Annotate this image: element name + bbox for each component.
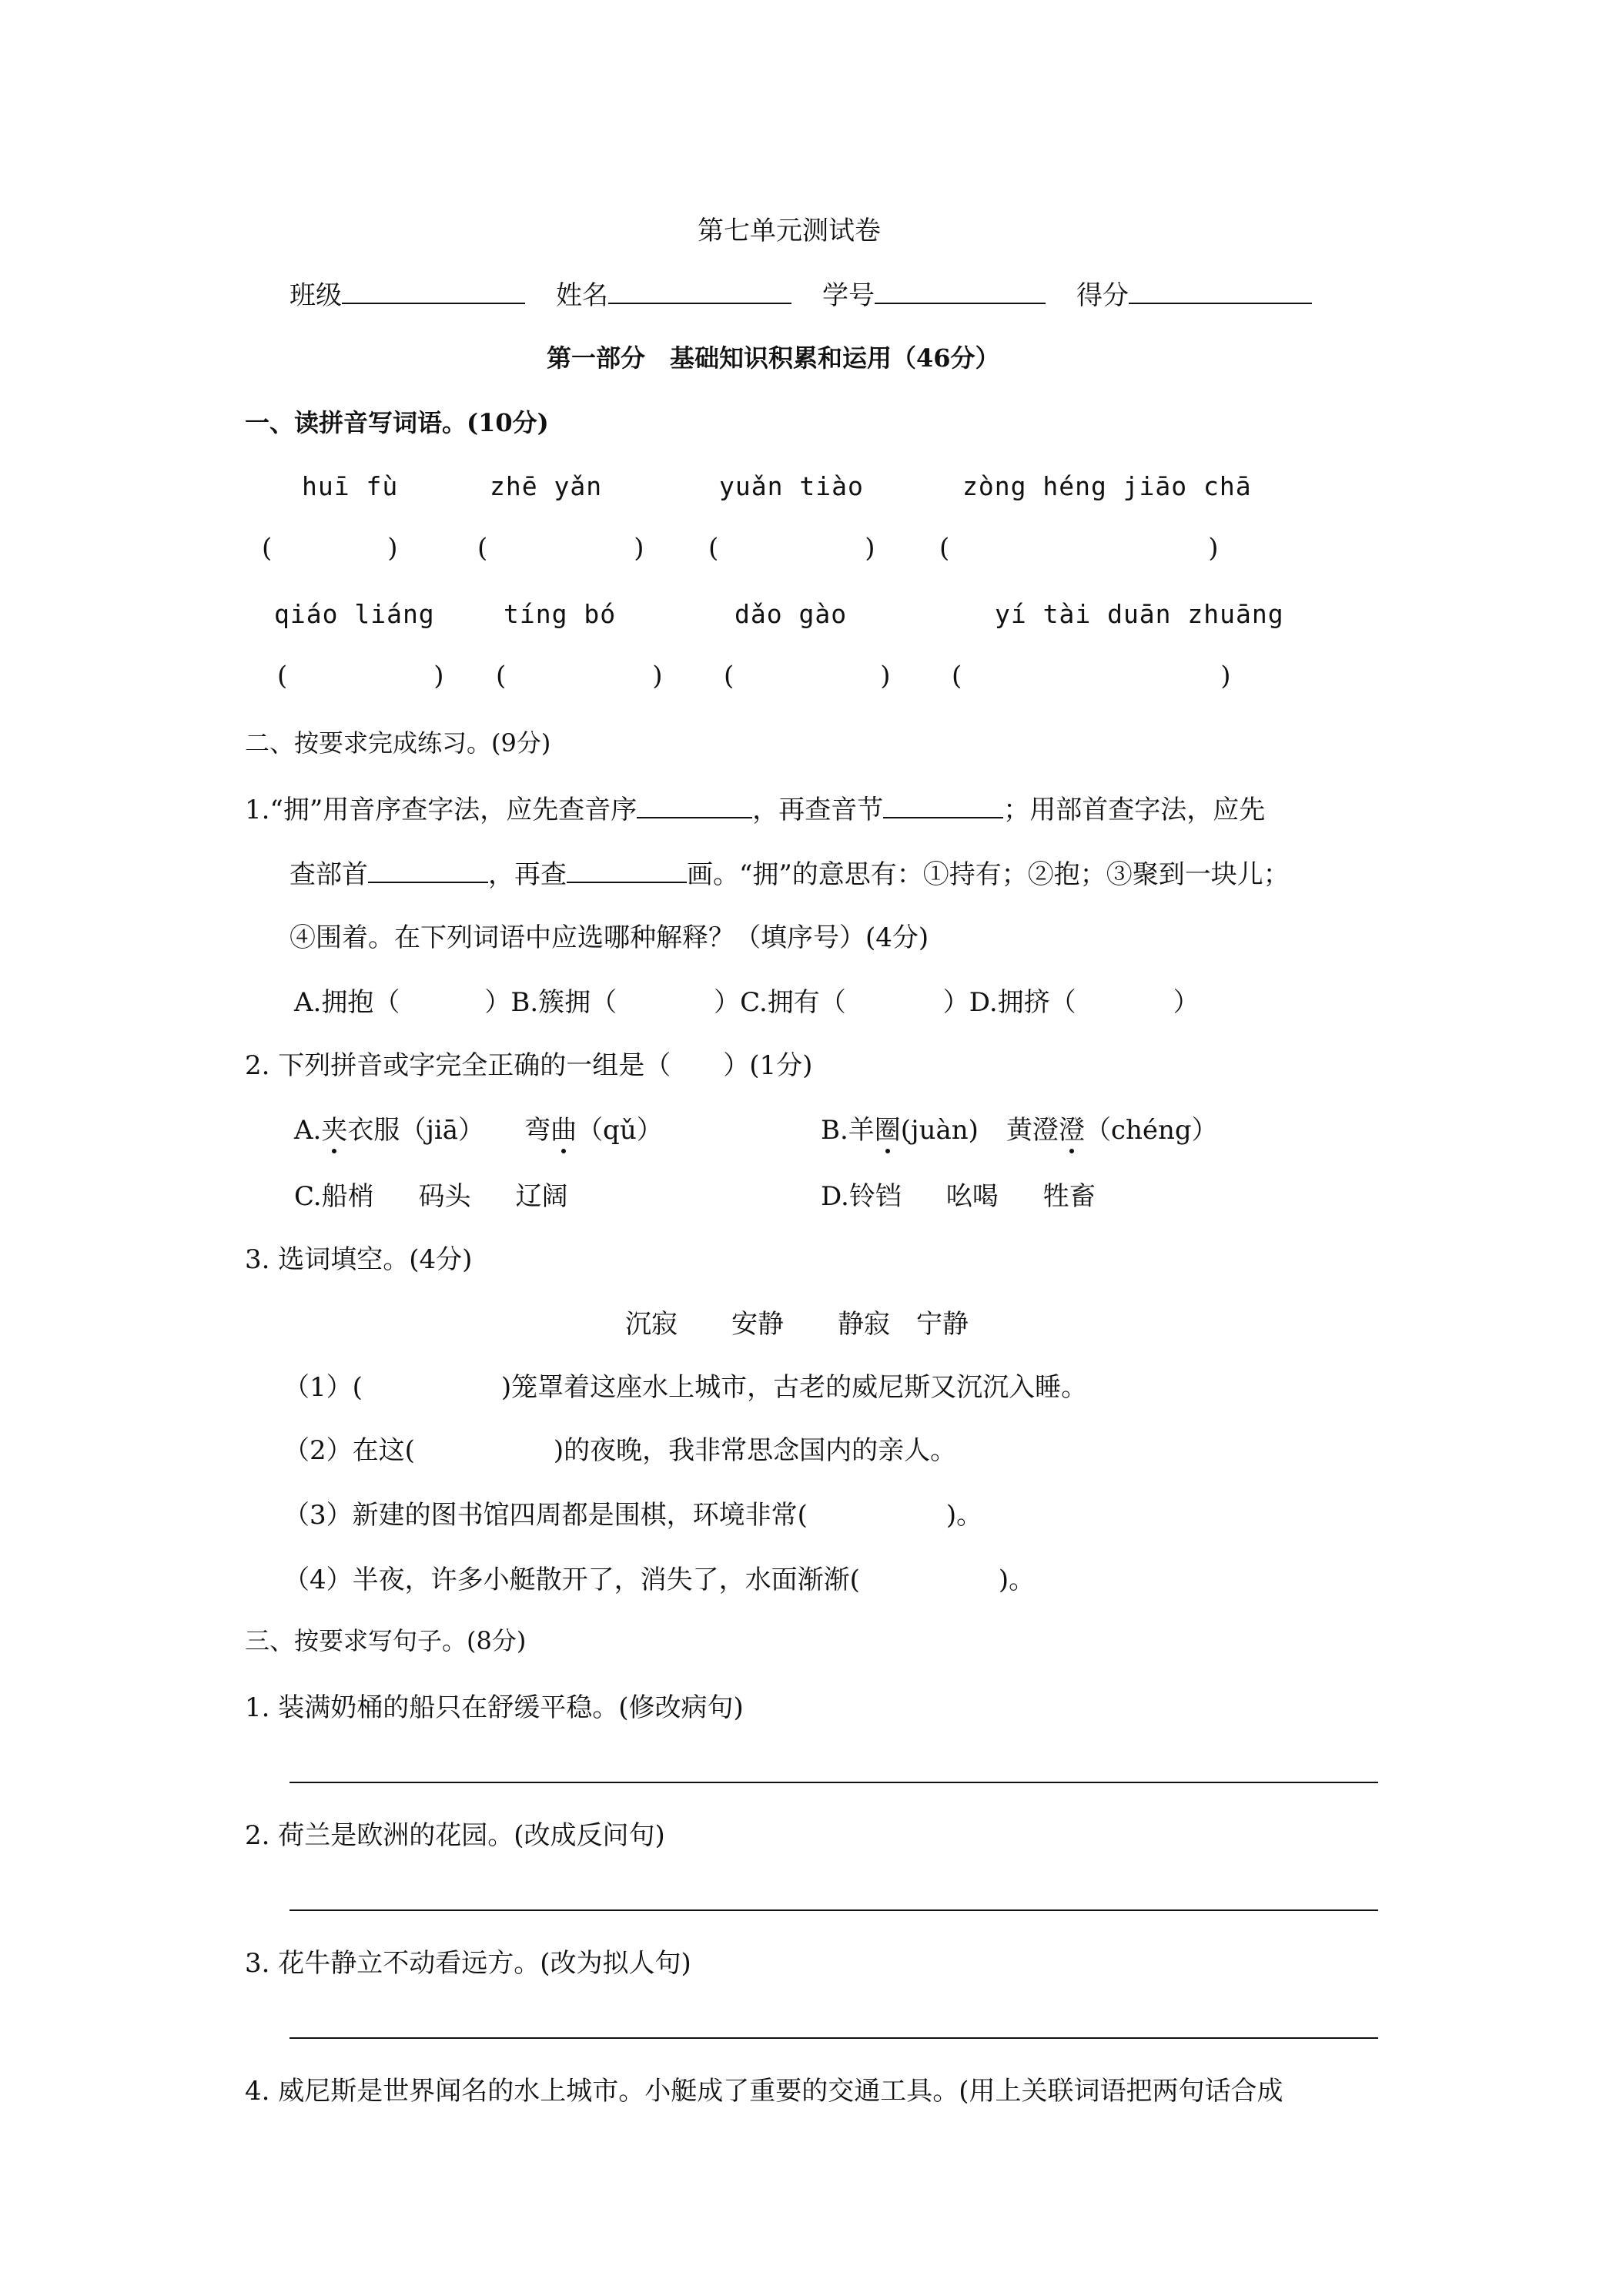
fill-blank[interactable] bbox=[883, 794, 1003, 818]
class-blank[interactable] bbox=[342, 279, 525, 304]
option-text: ）C.拥有（ bbox=[714, 987, 846, 1018]
answer-paren[interactable]: ( ) bbox=[496, 661, 663, 691]
pinyin: tíng bó bbox=[504, 599, 617, 629]
q2-option-d[interactable] bbox=[821, 1175, 1096, 1213]
sec3-heading: 三、按要求写句子。(8分) bbox=[245, 1626, 527, 1655]
option-text: 黄澄 bbox=[1006, 1115, 1059, 1146]
marked-char: 曲 bbox=[550, 1115, 577, 1146]
option-text: A. bbox=[294, 1115, 322, 1146]
pinyin: qiáo liáng bbox=[274, 599, 435, 629]
answer-paren[interactable]: ( ) bbox=[477, 533, 644, 564]
sentence-text: （3）新建的图书馆四周都是围棋，环境非常( bbox=[283, 1500, 808, 1531]
sec3-q3: 3. 花牛静立不动看远方。(改为拟人句) bbox=[245, 1948, 691, 1979]
pinyin: huī fù bbox=[302, 471, 399, 501]
answer-paren[interactable]: ( ) bbox=[724, 661, 891, 691]
option-text: ）B.簇拥（ bbox=[484, 987, 617, 1018]
q1-text: ，再查 bbox=[488, 859, 567, 890]
pinyin: zòng héng jiāo chā bbox=[962, 471, 1252, 501]
fill-sentence-3 bbox=[283, 1494, 982, 1531]
page-title: 第七单元测试卷 bbox=[698, 216, 881, 246]
part1-heading: 第一部分 基础知识积累和运用（46分） bbox=[547, 343, 1000, 373]
option-text: ） bbox=[1173, 987, 1200, 1018]
fill-sentence-2 bbox=[283, 1429, 956, 1467]
sentence-text: )。 bbox=[945, 1500, 983, 1531]
class-label: 班级 bbox=[289, 280, 342, 311]
answer-line[interactable] bbox=[289, 1782, 1378, 1783]
fill-blank[interactable] bbox=[637, 794, 752, 818]
answer-paren[interactable]: ( ) bbox=[952, 661, 1231, 691]
word-option: 安静 bbox=[731, 1309, 784, 1340]
option-text: ）D.拥挤（ bbox=[942, 987, 1076, 1018]
q1-text: ；用部首查字法，应先 bbox=[1003, 795, 1266, 825]
sentence-text: )的夜晚，我非常思念国内的亲人。 bbox=[553, 1435, 957, 1466]
option-text: 辽阔 bbox=[515, 1181, 568, 1212]
option-text: 弯 bbox=[524, 1115, 551, 1146]
option-text: 码头 bbox=[418, 1181, 471, 1212]
q2-option-a[interactable] bbox=[294, 1109, 663, 1146]
sec1-heading: 一、读拼音写词语。(10分) bbox=[245, 408, 549, 437]
option-text: 吆喝 bbox=[945, 1181, 999, 1212]
q3-stem: 3. 选词填空。(4分) bbox=[245, 1244, 473, 1275]
option-text: （qǔ） bbox=[577, 1115, 663, 1146]
sec3-q4: 4. 威尼斯是世界闻名的水上城市。小艇成了重要的交通工具。(用上关联词语把两句话合成 bbox=[245, 2076, 1283, 2107]
option-text: A.拥抱（ bbox=[294, 987, 400, 1018]
word-bank bbox=[625, 1303, 969, 1340]
answer-paren[interactable]: ( ) bbox=[708, 533, 875, 564]
pinyin: dǎo gào bbox=[735, 599, 848, 629]
word-option: 静寂 bbox=[838, 1309, 890, 1340]
sentence-text: （1）( bbox=[283, 1372, 363, 1403]
q1-options bbox=[294, 981, 1200, 1019]
marked-char: 澄 bbox=[1058, 1115, 1085, 1146]
q2-stem: 2. 下列拼音或字完全正确的一组是（ ）(1分) bbox=[245, 1050, 813, 1081]
q1-text: 画。“拥”的意思有：①持有；②抱；③聚到一块儿； bbox=[687, 859, 1290, 890]
name-blank[interactable] bbox=[608, 279, 791, 304]
marked-char: 圈 bbox=[874, 1115, 901, 1146]
q1-line3: ④围着。在下列词语中应选哪种解释？（填序号）(4分) bbox=[289, 922, 929, 953]
q2-option-b[interactable] bbox=[821, 1109, 1218, 1146]
pinyin: yí tài duān zhuāng bbox=[995, 599, 1284, 629]
id-blank[interactable] bbox=[875, 279, 1046, 304]
word-option: 沉寂 bbox=[625, 1309, 678, 1340]
q1-text: 1.“拥”用音序查字法，应先查音序 bbox=[245, 795, 637, 825]
answer-paren[interactable]: ( ) bbox=[277, 661, 444, 691]
q1-text: ，再查音节 bbox=[752, 795, 884, 825]
option-text: B.羊 bbox=[821, 1115, 875, 1146]
answer-line[interactable] bbox=[289, 1909, 1378, 1911]
info-line bbox=[289, 274, 1312, 312]
sentence-text: )笼罩着这座水上城市，古老的威尼斯又沉沉入睡。 bbox=[500, 1372, 1088, 1403]
answer-paren[interactable]: ( ) bbox=[939, 533, 1219, 564]
option-text: （chéng） bbox=[1084, 1115, 1218, 1146]
fill-sentence-1 bbox=[283, 1366, 1087, 1404]
id-label: 学号 bbox=[822, 280, 875, 311]
score-label: 得分 bbox=[1076, 280, 1129, 311]
sec2-heading: 二、按要求完成练习。(9分) bbox=[245, 728, 551, 758]
q1-line2 bbox=[289, 853, 1290, 891]
sentence-text: （2）在这( bbox=[283, 1435, 415, 1466]
sec3-q2: 2. 荷兰是欧洲的花园。(改成反问句) bbox=[245, 1820, 665, 1851]
answer-line[interactable] bbox=[289, 2037, 1378, 2039]
option-text: 牲畜 bbox=[1042, 1181, 1096, 1212]
pinyin: yuǎn tiào bbox=[719, 471, 864, 501]
sec3-q1: 1. 装满奶桶的船只在舒缓平稳。(修改病句) bbox=[245, 1692, 744, 1723]
fill-blank[interactable] bbox=[567, 858, 687, 883]
option-text: (juàn) bbox=[900, 1115, 979, 1146]
option-text: 衣服（jiā） bbox=[347, 1115, 485, 1146]
option-text: D.铃铛 bbox=[821, 1181, 902, 1212]
name-label: 姓名 bbox=[556, 280, 608, 311]
word-option: 宁静 bbox=[916, 1309, 969, 1340]
marked-char: 夹 bbox=[321, 1115, 348, 1146]
sentence-text: )。 bbox=[998, 1565, 1036, 1595]
fill-blank[interactable] bbox=[368, 858, 488, 883]
q2-option-c[interactable] bbox=[294, 1175, 568, 1213]
answer-paren[interactable]: ( ) bbox=[262, 533, 398, 564]
pinyin: zhē yǎn bbox=[490, 471, 603, 501]
q1-line1 bbox=[245, 788, 1265, 826]
fill-sentence-4 bbox=[283, 1558, 1035, 1596]
score-blank[interactable] bbox=[1129, 279, 1312, 304]
option-text: C.船梢 bbox=[294, 1181, 374, 1212]
q1-text: 查部首 bbox=[289, 859, 368, 890]
sentence-text: （4）半夜，许多小艇散开了，消失了，水面渐渐( bbox=[283, 1565, 860, 1595]
